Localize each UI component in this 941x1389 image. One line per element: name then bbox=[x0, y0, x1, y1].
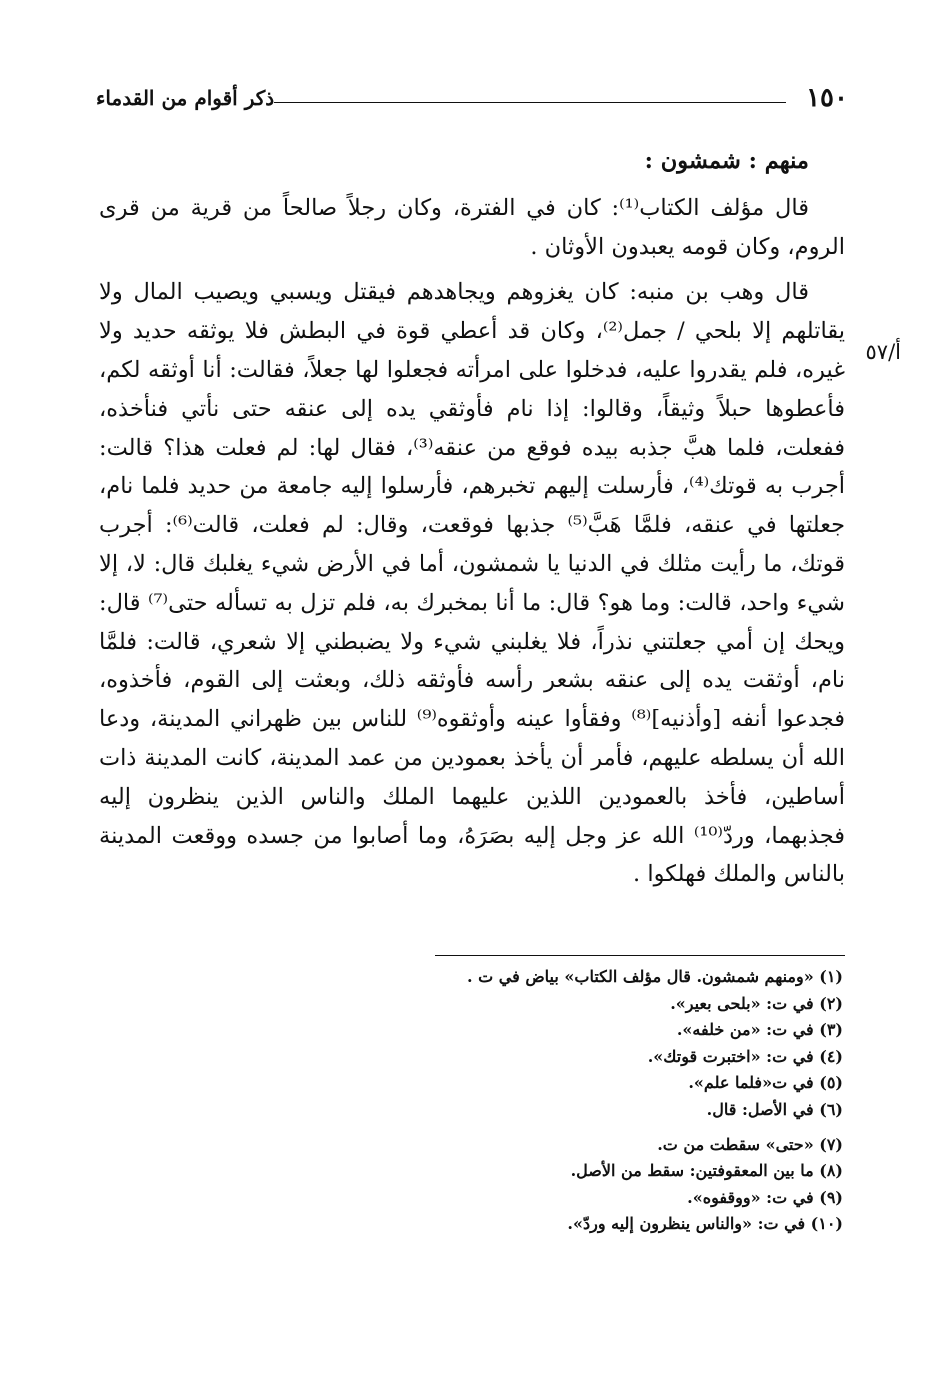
main-text bbox=[99, 142, 845, 901]
paragraph-1: قال مؤلف الكتاب⁽¹⁾: كان في الفترة، وكان رجلاً صالحاً من قرية من قرى الروم، وكان قومه يعبدون الأوثان . bbox=[99, 194, 845, 260]
footnote-6: (٦) في الأصل: قال. bbox=[706, 1099, 843, 1119]
header-rule bbox=[274, 102, 786, 103]
footnote-8: (٨) ما بين المعقوفتين: سقط من الأصل. bbox=[570, 1161, 843, 1181]
page-number: ١٥٠ bbox=[806, 83, 848, 113]
footnote-3: (٣) في ت: «من خلفه». bbox=[676, 1020, 843, 1040]
page-header bbox=[96, 82, 848, 118]
paragraph-2: قال وهب بن منبه: كان يغزوهم ويجاهدهم فيقتل ويسبي ويصيب المال ولا يقاتلهم إلا بلحي / جمل⁽²⁾، وكان قد أعطي قوة في البطش فلا يوثقه حديد ولا غيره، فلم يقدروا عليه، فدخلوا على امرأته فجعلوا لها جعلاً، فقالت: أنا أوثقه لكم، فأعطوها حبلاً وثيقاً، وقالوا: إذا نام فأوثقي يده إلى عنقه حتى نأتي فنأخذه، ففعلت، فلما هبَّ جذبه بيده فوقع من عنقه⁽³⁾، فقال لها: لم فعلت هذا؟ قالت: أجرب به قوتك⁽⁴⁾، فأرسلت إليهم تخبرهم، فأرسلوا إليه جامعة من حديد فلما نام، جعلتها في عنقه، فلمَّا هَبَّ⁽⁵⁾ جذبها فوقعت، وقال: لم فعلت، قالت⁽⁶⁾: أجرب قوتك، ما رأيت مثلك في الدنيا يا شمشون، أما في الأرض شيء يغلبك قال: لا، إلا شيء واحد، قالت: وما هو؟ قال: ما أنا بمخبرك به، فلم تزل به تسأله حتى⁽⁷⁾ قال: ويحك إن أمي جعلتني نذراً، فلا يغلبني شيء ولا يضبطني إلا شعري، قالت: فلمَّا نام، أوثقت يده إلى عنقه بشعر رأسه فأوثقه ذلك، وبعثت إلى القوم، فأخذوه، فجدعوا أنفه [وأذنيه]⁽⁸⁾ وفقأوا عينه وأوثقوه⁽⁹⁾ للناس بين ظهراني المدينة، ودعا الله أن يسلطه عليهم، فأمر أن يأخذ بعمودين من عمد المدينة، كانت المدينة ذات أساطين، فأخذ بالعمودين اللذين عليهما الملك والناس الذين ينظرون إليه فجذبهما، وردّ⁽¹⁰⁾ الله عز وجل إليه بصَرَهُ، وما أصابوا من جسده ووقعت المدينة بالناس والملك فهلكوا . bbox=[99, 279, 846, 888]
footnote-4: (٤) في ت: «اختبرت قوتك». bbox=[647, 1046, 843, 1066]
footnote-9: (٩) في ت: «ووقفوه». bbox=[687, 1187, 843, 1207]
footnote-5: (٥) في ت«فلما علم». bbox=[688, 1073, 843, 1093]
footnote-10: (١٠) في ت: «والناس ينظرون إليه وردّ». bbox=[567, 1214, 843, 1234]
footnote-2: (٢) في ت: «بلحى بعير». bbox=[670, 993, 843, 1013]
footnotes bbox=[243, 964, 843, 1238]
running-title: ذكر أقوام من القدماء bbox=[96, 86, 275, 110]
margin-folio-reference: أ/٥٧ bbox=[865, 340, 901, 364]
footnote-separator bbox=[435, 955, 845, 956]
footnote-7: (٧) «حتى» سقطت من ت. bbox=[657, 1134, 843, 1154]
section-heading: منهم : شمشون : bbox=[644, 148, 809, 174]
footnote-1: (١) «ومنهم شمشون. قال مؤلف الكتاب» بياض في ت . bbox=[467, 967, 843, 986]
